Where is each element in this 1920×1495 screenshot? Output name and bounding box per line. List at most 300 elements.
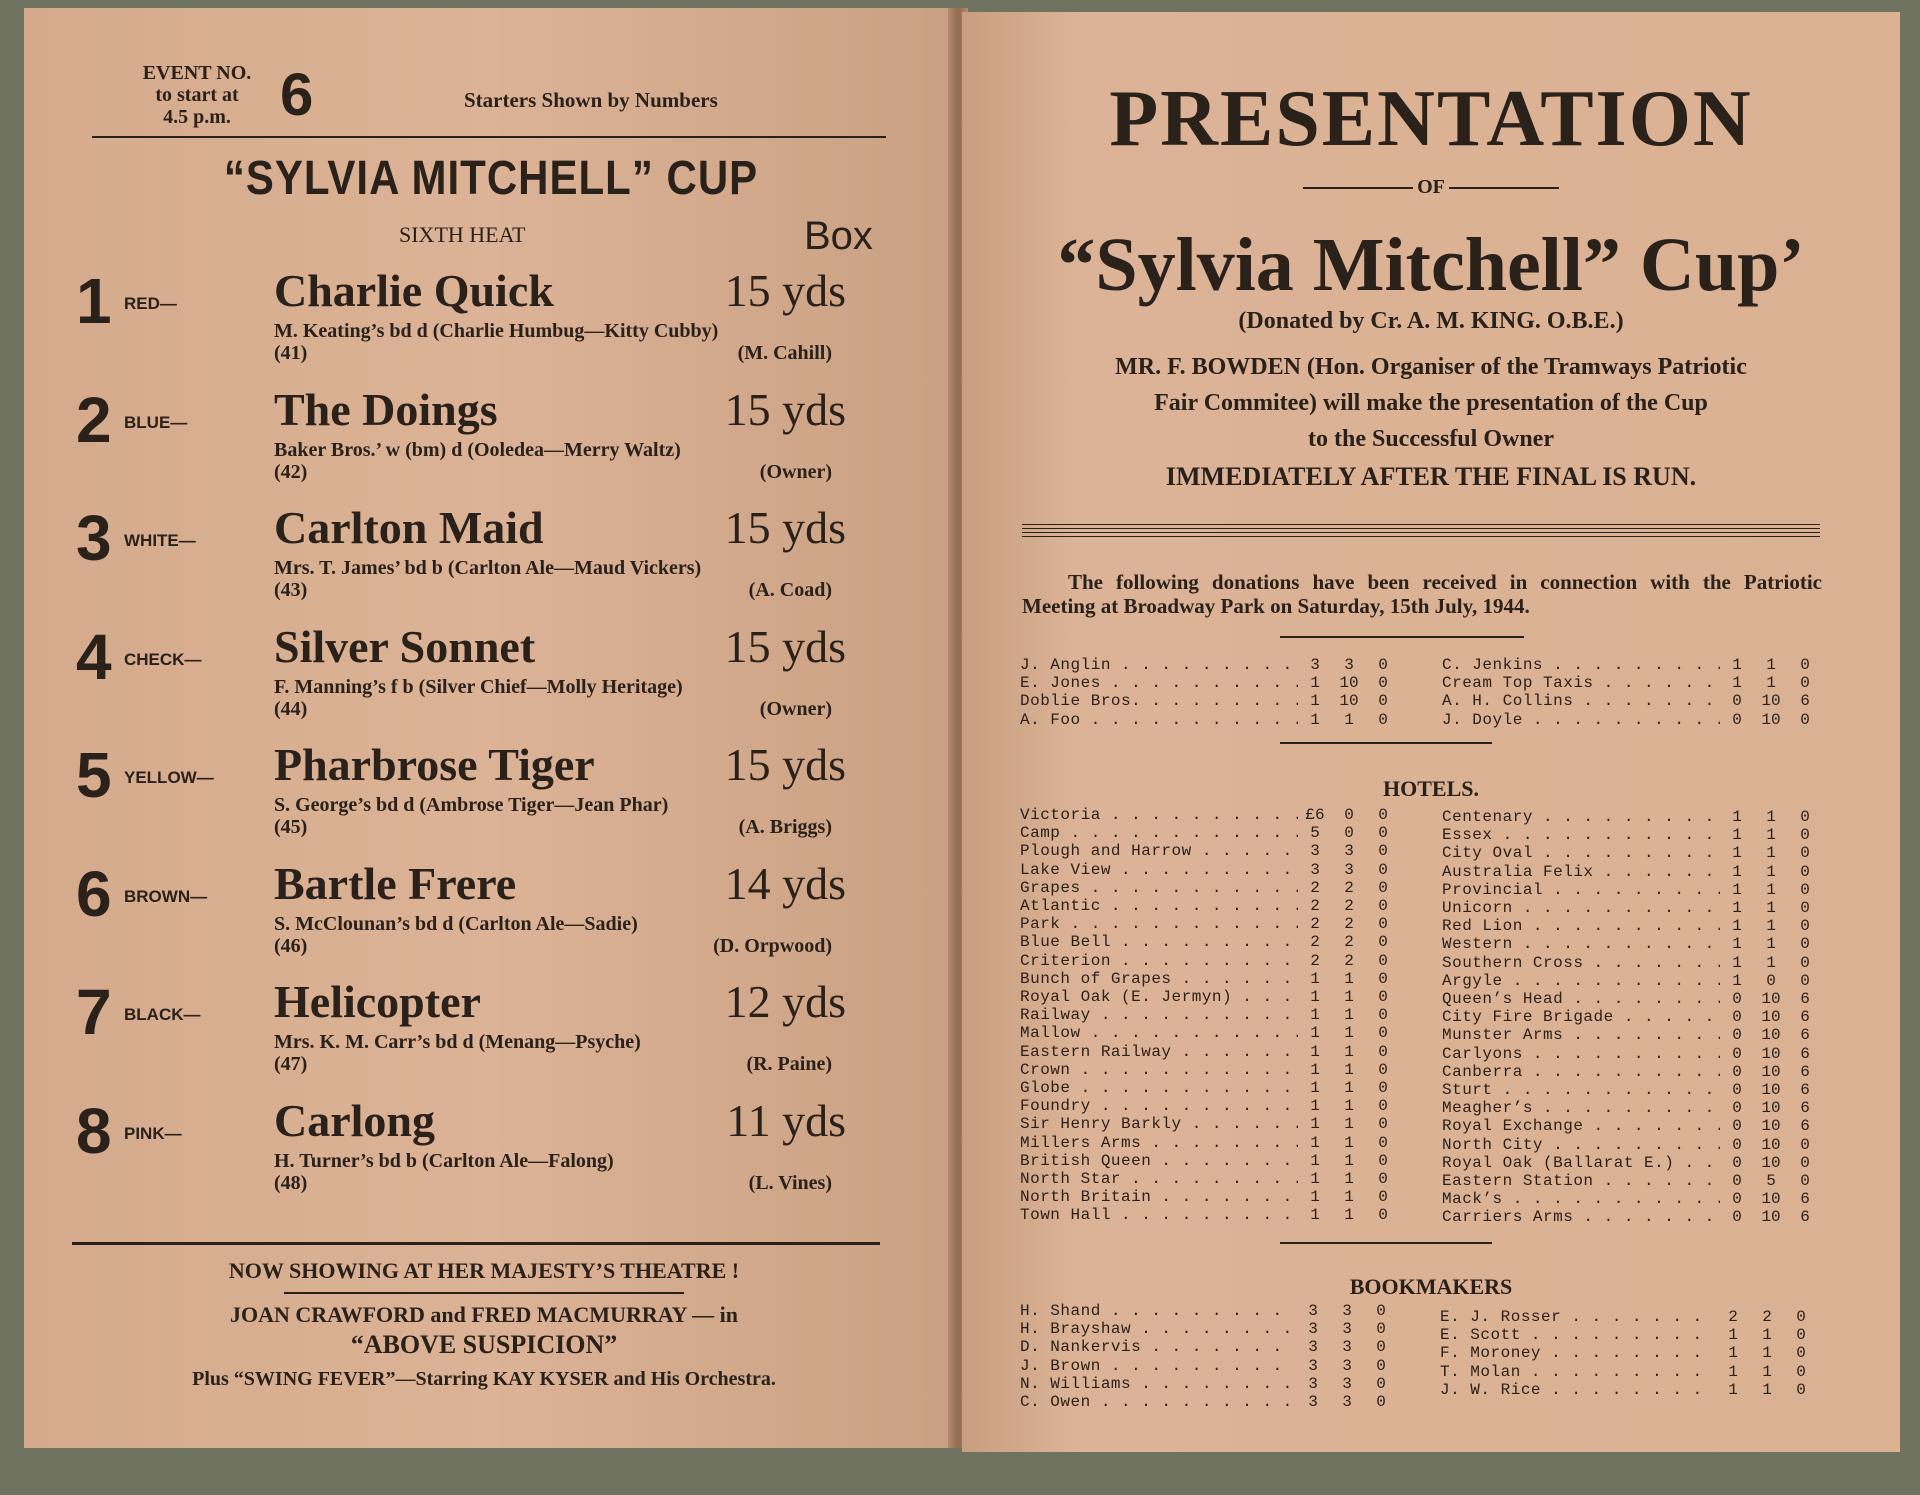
starter-row: [24, 1092, 958, 1210]
pounds: 0: [1732, 1208, 1742, 1227]
list-item: [1020, 1302, 1398, 1320]
list-item: [1442, 656, 1822, 674]
pence: 0: [1378, 1006, 1388, 1025]
pence: 0: [1800, 1172, 1810, 1191]
donor-name: E. J. Rosser . . .: [1440, 1308, 1716, 1326]
pounds: 1: [1310, 1042, 1320, 1061]
hotels-rule: [1280, 742, 1492, 744]
presentation-line-4: IMMEDIATELY AFTER THE FINAL IS RUN.: [1165, 462, 1697, 491]
pence: 6: [1800, 1081, 1810, 1100]
left-page: [24, 8, 958, 1448]
list-item: [1442, 692, 1822, 710]
donor-name: J. W. Rice . . .: [1440, 1381, 1716, 1399]
box-number: 2: [76, 383, 112, 456]
hatched-rule: [1022, 524, 1820, 538]
dog-name: Carlong: [274, 1094, 435, 1146]
list-item: [1442, 1154, 1822, 1172]
pounds: 0: [1732, 1081, 1742, 1100]
donor-name: Doblie Bros. . . .: [1020, 692, 1298, 710]
breeding: S. McClounan’s bd d (Carlton Ale—Sadie): [274, 912, 638, 935]
pounds: 0: [1732, 710, 1742, 729]
list-item: [1442, 808, 1822, 826]
pence: 0: [1378, 988, 1388, 1007]
list-item: [1020, 1338, 1398, 1356]
list-item: [1442, 935, 1822, 953]
shillings: 10: [1761, 1208, 1781, 1227]
pounds: 2: [1310, 897, 1320, 916]
donor-name: Railway . . .: [1020, 1006, 1298, 1024]
pence: 0: [1378, 806, 1388, 824]
list-item: [1020, 970, 1400, 988]
heat-label: SIXTH HEAT: [399, 222, 526, 247]
pence: 6: [1800, 692, 1810, 711]
donor-name: Grapes . . .: [1020, 879, 1298, 897]
starter-row: [24, 736, 958, 854]
ad-divider: [284, 1292, 684, 1294]
shillings: 3: [1342, 1393, 1352, 1412]
pence: 0: [1800, 1153, 1810, 1172]
pounds: 0: [1732, 1135, 1742, 1154]
pounds: 1: [1310, 1170, 1320, 1189]
pounds: 0: [1732, 1153, 1742, 1172]
donor-name: Red Lion . . .: [1442, 917, 1720, 935]
donor-name: Bunch of Grapes . . .: [1020, 970, 1298, 988]
shillings: 1: [1766, 953, 1776, 972]
pounds: 1: [1310, 1006, 1320, 1025]
rug-colour: BLACK—: [124, 1005, 201, 1024]
donor-name: North Britain . . .: [1020, 1188, 1298, 1206]
pence: 0: [1378, 878, 1388, 897]
donor-name: C. Owen . . .: [1020, 1393, 1296, 1411]
donor-name: Canberra . . .: [1442, 1063, 1720, 1081]
shillings: 10: [1761, 1062, 1781, 1081]
shillings: 10: [1761, 1190, 1781, 1209]
shillings: 10: [1761, 692, 1781, 711]
presentation-line-3: to the Successful Owner: [1308, 426, 1554, 452]
list-item: [1442, 954, 1822, 972]
pounds: 1: [1732, 862, 1742, 881]
list-item: [1442, 1136, 1822, 1154]
list-item: [1020, 952, 1400, 970]
pence: 0: [1796, 1380, 1806, 1399]
trainer: (Owner): [759, 697, 832, 720]
pounds: 1: [1728, 1380, 1738, 1399]
list-item: [1442, 1208, 1822, 1226]
right-page: [962, 12, 1900, 1452]
list-item: [1020, 806, 1400, 824]
starters-note: Starters Shown by Numbers: [464, 88, 718, 112]
box-number: 4: [76, 620, 112, 693]
donation-intro: The following donations have been received in connection with the Patriotic Meeting at Broadway Park on Saturday, 15th July, 1944.: [1022, 570, 1822, 618]
box-label: Box: [804, 214, 873, 258]
shillings: 2: [1762, 1308, 1772, 1326]
donor-name: Carlyons . . .: [1442, 1045, 1720, 1063]
dog-name: Silver Sonnet: [274, 620, 536, 672]
pounds: 1: [1310, 1079, 1320, 1098]
donor-name: Carriers Arms . . .: [1442, 1208, 1720, 1226]
donor-name: Millers Arms . . .: [1020, 1134, 1298, 1152]
pounds: 1: [1310, 1115, 1320, 1134]
rug-colour: WHITE—: [124, 531, 196, 550]
pounds: 3: [1310, 656, 1320, 674]
pounds: 3: [1308, 1302, 1318, 1320]
donor-name: Provincial . . .: [1442, 881, 1720, 899]
breeding: M. Keating’s bd d (Charlie Humbug—Kitty Cubby): [274, 320, 719, 342]
pence: 6: [1800, 990, 1810, 1009]
pence: 0: [1800, 899, 1810, 918]
shillings: 10: [1761, 1026, 1781, 1045]
box-number: 7: [76, 976, 112, 1048]
pence: 0: [1800, 880, 1810, 899]
list-item: [1442, 1063, 1822, 1081]
list-item: [1440, 1308, 1818, 1326]
shillings: 3: [1344, 656, 1354, 674]
shillings: 3: [1344, 860, 1354, 879]
donor-name: E. Scott . . .: [1440, 1326, 1716, 1344]
pence: 6: [1800, 1044, 1810, 1063]
ad-line-1: NOW SHOWING AT HER MAJESTY’S THEATRE !: [228, 1258, 740, 1283]
ad-line-2: JOAN CRAWFORD and FRED MACMURRAY — in: [229, 1302, 739, 1327]
handicap: 15 yds: [724, 265, 846, 316]
list-item: [1020, 656, 1400, 674]
hotels-heading: HOTELS.: [1383, 776, 1479, 801]
pence: 0: [1800, 935, 1810, 954]
shillings: 1: [1344, 1024, 1354, 1043]
pounds: 1: [1732, 953, 1742, 972]
trainer: (R. Paine): [746, 1053, 832, 1075]
list-item: [1020, 1043, 1400, 1061]
pounds: 0: [1732, 1117, 1742, 1136]
event-number: 6: [280, 61, 314, 128]
pounds: 2: [1728, 1308, 1738, 1326]
bookmakers-left-column: [1020, 1302, 1398, 1411]
pounds: 1: [1310, 1060, 1320, 1079]
donor-name: C. Jenkins . . .: [1442, 656, 1720, 674]
shillings: 10: [1761, 1008, 1781, 1027]
shillings: 3: [1342, 1338, 1352, 1357]
donor-name: A. H. Collins . . .: [1442, 692, 1720, 710]
donor-name: Queen’s Head . . .: [1442, 990, 1720, 1008]
list-item: [1020, 1061, 1400, 1079]
donor-line: (Donated by Cr. A. M. KING. O.B.E.): [1238, 308, 1624, 334]
pounds: 2: [1310, 933, 1320, 952]
list-item: [1020, 1097, 1400, 1115]
pounds: 1: [1310, 1188, 1320, 1207]
rug-colour: BROWN—: [124, 886, 208, 906]
pence: 0: [1378, 860, 1388, 879]
list-item: [1020, 1320, 1398, 1338]
shillings: 0: [1344, 806, 1354, 824]
shillings: 0: [1766, 971, 1776, 990]
pence: 0: [1378, 1024, 1388, 1043]
pence: 0: [1378, 933, 1388, 952]
donor-name: North City . . .: [1442, 1136, 1720, 1154]
pounds: 5: [1310, 824, 1320, 843]
shillings: 1: [1344, 1115, 1354, 1134]
donor-name: Eastern Station . . .: [1442, 1172, 1720, 1190]
list-item: [1020, 933, 1400, 951]
trainer: (L. Vines): [748, 1171, 832, 1194]
pounds: 1: [1732, 826, 1742, 845]
pence: 0: [1378, 951, 1388, 970]
pence: 0: [1378, 1133, 1388, 1152]
pounds: 1: [1310, 1097, 1320, 1116]
shillings: 1: [1344, 1151, 1354, 1170]
pounds: 1: [1732, 674, 1742, 693]
donor-name: J. Anglin . . .: [1020, 656, 1298, 674]
shillings: 1: [1766, 935, 1776, 954]
pounds: £6: [1305, 806, 1325, 824]
pounds: 1: [1310, 1206, 1320, 1225]
donor-name: Unicorn . . .: [1442, 899, 1720, 917]
ad-line-4: Plus “SWING FEVER”—Starring KAY KYSER and His Orchestra.: [192, 1368, 776, 1390]
pounds: 1: [1732, 844, 1742, 863]
handicap: 11 yds: [726, 1094, 846, 1146]
pounds: 1: [1310, 988, 1320, 1007]
pounds: 1: [1728, 1344, 1738, 1363]
shillings: 10: [1761, 1044, 1781, 1063]
list-item: [1442, 990, 1822, 1008]
list-item: [1442, 844, 1822, 862]
donor-name: Mack’s . . .: [1442, 1190, 1720, 1208]
pounds: 2: [1310, 915, 1320, 934]
shillings: 10: [1761, 1081, 1781, 1100]
event-label: EVENT NO. to start at 4.5 p.m.: [142, 62, 252, 128]
donor-name: Western . . .: [1442, 935, 1720, 953]
donor-name: J. Doyle . . .: [1442, 711, 1720, 729]
pence: 0: [1796, 1308, 1806, 1326]
donor-name: City Oval . . .: [1442, 844, 1720, 862]
shillings: 1: [1762, 1380, 1772, 1399]
trainer: (A. Coad): [748, 579, 832, 601]
list-item: [1020, 1357, 1398, 1375]
shillings: 10: [1761, 990, 1781, 1009]
shillings: 1: [1762, 1362, 1772, 1381]
shillings: 2: [1344, 951, 1354, 970]
dog-name: Bartle Frere: [274, 857, 517, 909]
starter-row: [24, 973, 958, 1091]
donor-name: T. Molan . . .: [1440, 1363, 1716, 1381]
list-item: [1442, 972, 1822, 990]
presentation-line-2: Fair Commitee) will make the presentation of the Cup: [1154, 390, 1708, 416]
shillings: 1: [1344, 1060, 1354, 1079]
theatre-advert: [84, 1258, 884, 1399]
shillings: 2: [1344, 933, 1354, 952]
pence: 0: [1800, 710, 1810, 729]
pounds: 0: [1732, 1044, 1742, 1063]
pounds: 0: [1732, 1008, 1742, 1027]
shillings: 1: [1766, 899, 1776, 918]
donor-name: Australia Felix . . .: [1442, 863, 1720, 881]
list-item: [1020, 1152, 1400, 1170]
starter-row: [24, 855, 958, 973]
list-item: [1020, 1206, 1400, 1224]
rug-colour: PINK—: [124, 1123, 182, 1143]
shillings: 1: [1344, 1206, 1354, 1225]
starter-row: [24, 618, 958, 736]
handicap: 12 yds: [724, 976, 846, 1027]
donor-name: Eastern Railway . . .: [1020, 1043, 1298, 1061]
pence: 0: [1378, 1115, 1388, 1134]
shillings: 1: [1766, 808, 1776, 826]
list-item: [1020, 692, 1400, 710]
shillings: 0: [1344, 824, 1354, 843]
handicap: 15 yds: [724, 739, 846, 790]
pence: 6: [1800, 1117, 1810, 1136]
shillings: 5: [1766, 1172, 1776, 1191]
list-item: [1020, 1393, 1398, 1411]
pounds: 1: [1310, 1133, 1320, 1152]
pounds: 3: [1308, 1338, 1318, 1357]
list-item: [1442, 1026, 1822, 1044]
pence: 0: [1796, 1344, 1806, 1363]
pence: 0: [1378, 1097, 1388, 1116]
donor-name: British Queen . . .: [1020, 1152, 1298, 1170]
pence: 0: [1800, 674, 1810, 693]
pence: 0: [1378, 692, 1388, 711]
pounds: 1: [1732, 880, 1742, 899]
box-number: 8: [76, 1094, 112, 1167]
pence: 0: [1378, 842, 1388, 861]
shillings: 1: [1766, 862, 1776, 881]
pounds: 1: [1310, 1024, 1320, 1043]
handicap: 15 yds: [724, 383, 846, 435]
shillings: 3: [1342, 1356, 1352, 1375]
donor-name: Cream Top Taxis . . .: [1442, 674, 1720, 692]
donors-left-column: [1020, 656, 1400, 729]
pounds: 3: [1308, 1320, 1318, 1339]
pence: 0: [1800, 826, 1810, 845]
pence: 0: [1800, 953, 1810, 972]
dog-name: Pharbrose Tiger: [274, 739, 595, 790]
donors-rule: [1280, 636, 1524, 638]
shillings: 3: [1344, 842, 1354, 861]
pence: 0: [1378, 897, 1388, 916]
shillings: 10: [1339, 692, 1359, 711]
donor-name: Foundry . . .: [1020, 1097, 1298, 1115]
handicap: 15 yds: [724, 620, 846, 672]
donor-name: Camp . . .: [1020, 824, 1298, 842]
list-item: [1020, 1079, 1400, 1097]
shillings: 1: [1766, 656, 1776, 674]
breeding: S. George’s bd d (Ambrose Tiger—Jean Phar): [274, 794, 669, 816]
shillings: 10: [1761, 1099, 1781, 1118]
donor-name: Lake View . . .: [1020, 861, 1298, 879]
list-item: [1020, 915, 1400, 933]
pence: 0: [1800, 862, 1810, 881]
dog-name: The Doings: [274, 383, 498, 435]
donor-name: N. Williams . . .: [1020, 1375, 1296, 1393]
list-item: [1020, 1375, 1398, 1393]
shillings: 10: [1339, 674, 1359, 693]
rug-number: (48): [274, 1171, 308, 1194]
shillings: 10: [1761, 710, 1781, 729]
pence: 0: [1378, 1079, 1388, 1098]
pence: 0: [1800, 808, 1810, 826]
list-item: [1020, 674, 1400, 692]
donor-name: F. Moroney . . .: [1440, 1344, 1716, 1362]
pence: 0: [1800, 971, 1810, 990]
list-item: [1442, 1190, 1822, 1208]
pence: 6: [1800, 1062, 1810, 1081]
pence: 0: [1800, 656, 1810, 674]
pounds: 0: [1732, 1026, 1742, 1045]
list-item: [1442, 1008, 1822, 1026]
shillings: 1: [1344, 1079, 1354, 1098]
pounds: 1: [1310, 710, 1320, 729]
shillings: 1: [1344, 1188, 1354, 1207]
list-item: [1442, 1045, 1822, 1063]
donor-name: D. Nankervis . . .: [1020, 1338, 1296, 1356]
of-line: [962, 176, 1900, 199]
rug-colour: BLUE—: [124, 412, 188, 432]
breeding: Mrs. K. M. Carr’s bd d (Menang—Psyche): [274, 1031, 641, 1053]
trainer: (A. Briggs): [738, 816, 832, 838]
pounds: 1: [1732, 899, 1742, 918]
pence: 6: [1800, 1026, 1810, 1045]
rug-colour: YELLOW—: [124, 768, 214, 787]
pounds: 1: [1310, 1151, 1320, 1170]
starter-row: [24, 499, 958, 617]
donor-name: A. Foo . . .: [1020, 711, 1298, 729]
list-item: [1440, 1326, 1818, 1344]
hotels-right-column: [1442, 808, 1822, 1227]
shillings: 1: [1762, 1326, 1772, 1345]
shillings: 1: [1344, 1170, 1354, 1189]
donor-name: E. Jones . . .: [1020, 674, 1298, 692]
donor-name: H. Brayshaw . . .: [1020, 1320, 1296, 1338]
list-item: [1442, 1117, 1822, 1135]
donor-name: Southern Cross . . .: [1442, 954, 1720, 972]
shillings: 1: [1344, 710, 1354, 729]
donors-right-column: [1442, 656, 1822, 729]
presentation-line-1: MR. F. BOWDEN (Hon. Organiser of the Tramways Patriotic: [1115, 354, 1747, 380]
rug-number: (42): [274, 460, 308, 483]
rug-number: (47): [274, 1053, 308, 1075]
shillings: 10: [1761, 1135, 1781, 1154]
shillings: 1: [1766, 674, 1776, 693]
pence: 6: [1800, 1190, 1810, 1209]
donor-name: H. Shand . . .: [1020, 1302, 1296, 1320]
trainer: (M. Cahill): [737, 342, 832, 364]
pence: 6: [1800, 1008, 1810, 1027]
shillings: 3: [1342, 1302, 1352, 1320]
pence: 0: [1378, 1151, 1388, 1170]
shillings: 1: [1344, 1042, 1354, 1061]
cup-title: “SYLVIA MITCHELL” CUP: [223, 150, 759, 205]
list-item: [1442, 917, 1822, 935]
bookmakers-rule: [1280, 1242, 1492, 1244]
list-item: [1442, 674, 1822, 692]
list-item: [1020, 1115, 1400, 1133]
list-item: [1442, 1081, 1822, 1099]
pence: 0: [1378, 1060, 1388, 1079]
list-item: [1442, 899, 1822, 917]
donor-name: Munster Arms . . .: [1442, 1026, 1720, 1044]
dog-name: Helicopter: [274, 976, 481, 1027]
list-item: [1442, 881, 1822, 899]
pence: 0: [1378, 824, 1388, 843]
list-item: [1020, 711, 1400, 729]
pounds: 1: [1728, 1326, 1738, 1345]
presentation-title: PRESENTATION: [1109, 75, 1753, 163]
pence: 0: [1800, 1135, 1810, 1154]
pounds: 1: [1732, 971, 1742, 990]
breeding: Mrs. T. James’ bd b (Carlton Ale—Maud Vickers): [274, 557, 702, 579]
list-item: [1020, 1006, 1400, 1024]
header-rule: [92, 136, 886, 138]
box-number: 1: [76, 265, 112, 337]
